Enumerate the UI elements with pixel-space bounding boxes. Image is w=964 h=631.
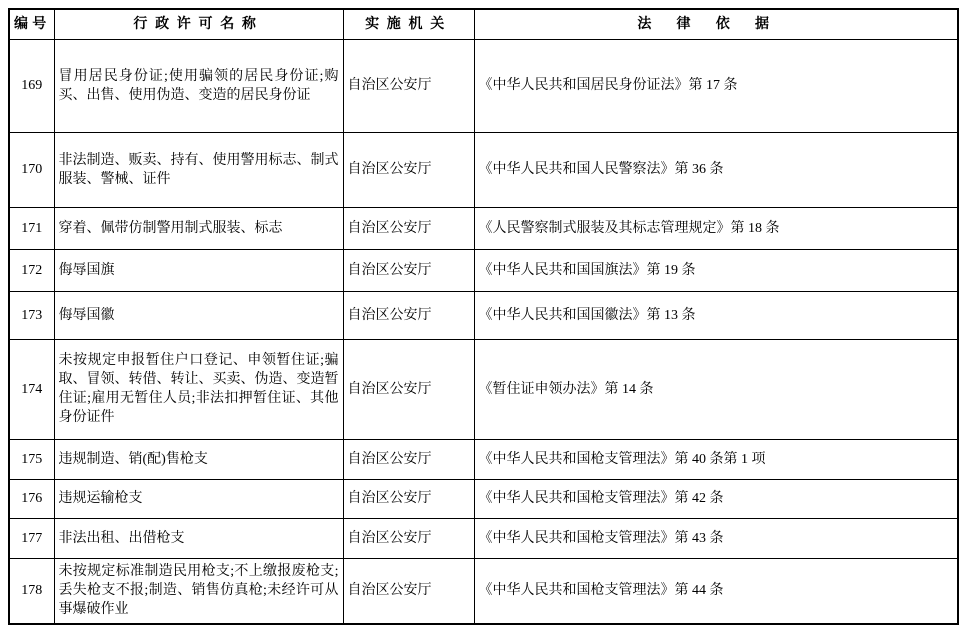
row-number-cell: 172	[9, 249, 54, 291]
table-row	[9, 339, 958, 439]
permit-name-cell: 穿着、佩带仿制警用制式服装、标志	[54, 207, 343, 249]
permit-name-cell: 未按规定标准制造民用枪支;不上缴报废枪支;丢失枪支不报;制造、销售仿真枪;未经许可从事爆破作业	[54, 558, 343, 624]
table-body	[9, 39, 958, 624]
legal-basis-cell: 《中华人民共和国枪支管理法》第 44 条	[474, 558, 958, 624]
row-number-cell: 170	[9, 132, 54, 207]
permit-name-cell: 非法出租、出借枪支	[54, 518, 343, 558]
agency-cell: 自治区公安厅	[343, 558, 474, 624]
agency-cell: 自治区公安厅	[343, 39, 474, 132]
header-number: 编号	[9, 9, 54, 39]
row-number-cell: 173	[9, 291, 54, 339]
row-number-cell: 169	[9, 39, 54, 132]
row-number-cell: 177	[9, 518, 54, 558]
legal-basis-cell: 《中华人民共和国枪支管理法》第 42 条	[474, 479, 958, 518]
agency-cell: 自治区公安厅	[343, 518, 474, 558]
legal-basis-cell: 《中华人民共和国枪支管理法》第 40 条第 1 项	[474, 439, 958, 479]
table-row	[9, 39, 958, 132]
permit-name-cell: 非法制造、贩卖、持有、使用警用标志、制式服装、警械、证件	[54, 132, 343, 207]
legal-basis-cell: 《中华人民共和国居民身份证法》第 17 条	[474, 39, 958, 132]
table-row	[9, 291, 958, 339]
row-number-cell: 175	[9, 439, 54, 479]
permit-name-cell: 侮辱国旗	[54, 249, 343, 291]
table-row	[9, 518, 958, 558]
legal-basis-cell: 《中华人民共和国国旗法》第 19 条	[474, 249, 958, 291]
header-legal-basis: 法律依据	[474, 9, 958, 39]
permit-name-cell: 冒用居民身份证;使用骗领的居民身份证;购买、出售、使用伪造、变造的居民身份证	[54, 39, 343, 132]
legal-basis-cell: 《中华人民共和国枪支管理法》第 43 条	[474, 518, 958, 558]
table-row	[9, 132, 958, 207]
table-row	[9, 207, 958, 249]
agency-cell: 自治区公安厅	[343, 291, 474, 339]
header-agency: 实施机关	[343, 9, 474, 39]
agency-cell: 自治区公安厅	[343, 132, 474, 207]
administrative-permits-table	[8, 8, 959, 625]
agency-cell: 自治区公安厅	[343, 439, 474, 479]
row-number-cell: 178	[9, 558, 54, 624]
agency-cell: 自治区公安厅	[343, 479, 474, 518]
row-number-cell: 174	[9, 339, 54, 439]
header-row	[9, 9, 958, 39]
agency-cell: 自治区公安厅	[343, 339, 474, 439]
header-permit-name: 行政许可名称	[54, 9, 343, 39]
agency-cell: 自治区公安厅	[343, 207, 474, 249]
legal-basis-cell: 《中华人民共和国人民警察法》第 36 条	[474, 132, 958, 207]
legal-basis-cell: 《暂住证申领办法》第 14 条	[474, 339, 958, 439]
permit-name-cell: 违规制造、销(配)售枪支	[54, 439, 343, 479]
legal-basis-cell: 《中华人民共和国国徽法》第 13 条	[474, 291, 958, 339]
table-header	[9, 9, 958, 39]
table-row	[9, 558, 958, 624]
permit-name-cell: 未按规定申报暂住户口登记、申领暂住证;骗取、冒领、转借、转让、买卖、伪造、变造暂住证;雇用无暂住人员;非法扣押暂住证、其他身份证件	[54, 339, 343, 439]
table-row	[9, 479, 958, 518]
agency-cell: 自治区公安厅	[343, 249, 474, 291]
permit-name-cell: 违规运输枪支	[54, 479, 343, 518]
table-row	[9, 249, 958, 291]
permit-name-cell: 侮辱国徽	[54, 291, 343, 339]
row-number-cell: 171	[9, 207, 54, 249]
row-number-cell: 176	[9, 479, 54, 518]
table-row	[9, 439, 958, 479]
legal-basis-cell: 《人民警察制式服装及其标志管理规定》第 18 条	[474, 207, 958, 249]
